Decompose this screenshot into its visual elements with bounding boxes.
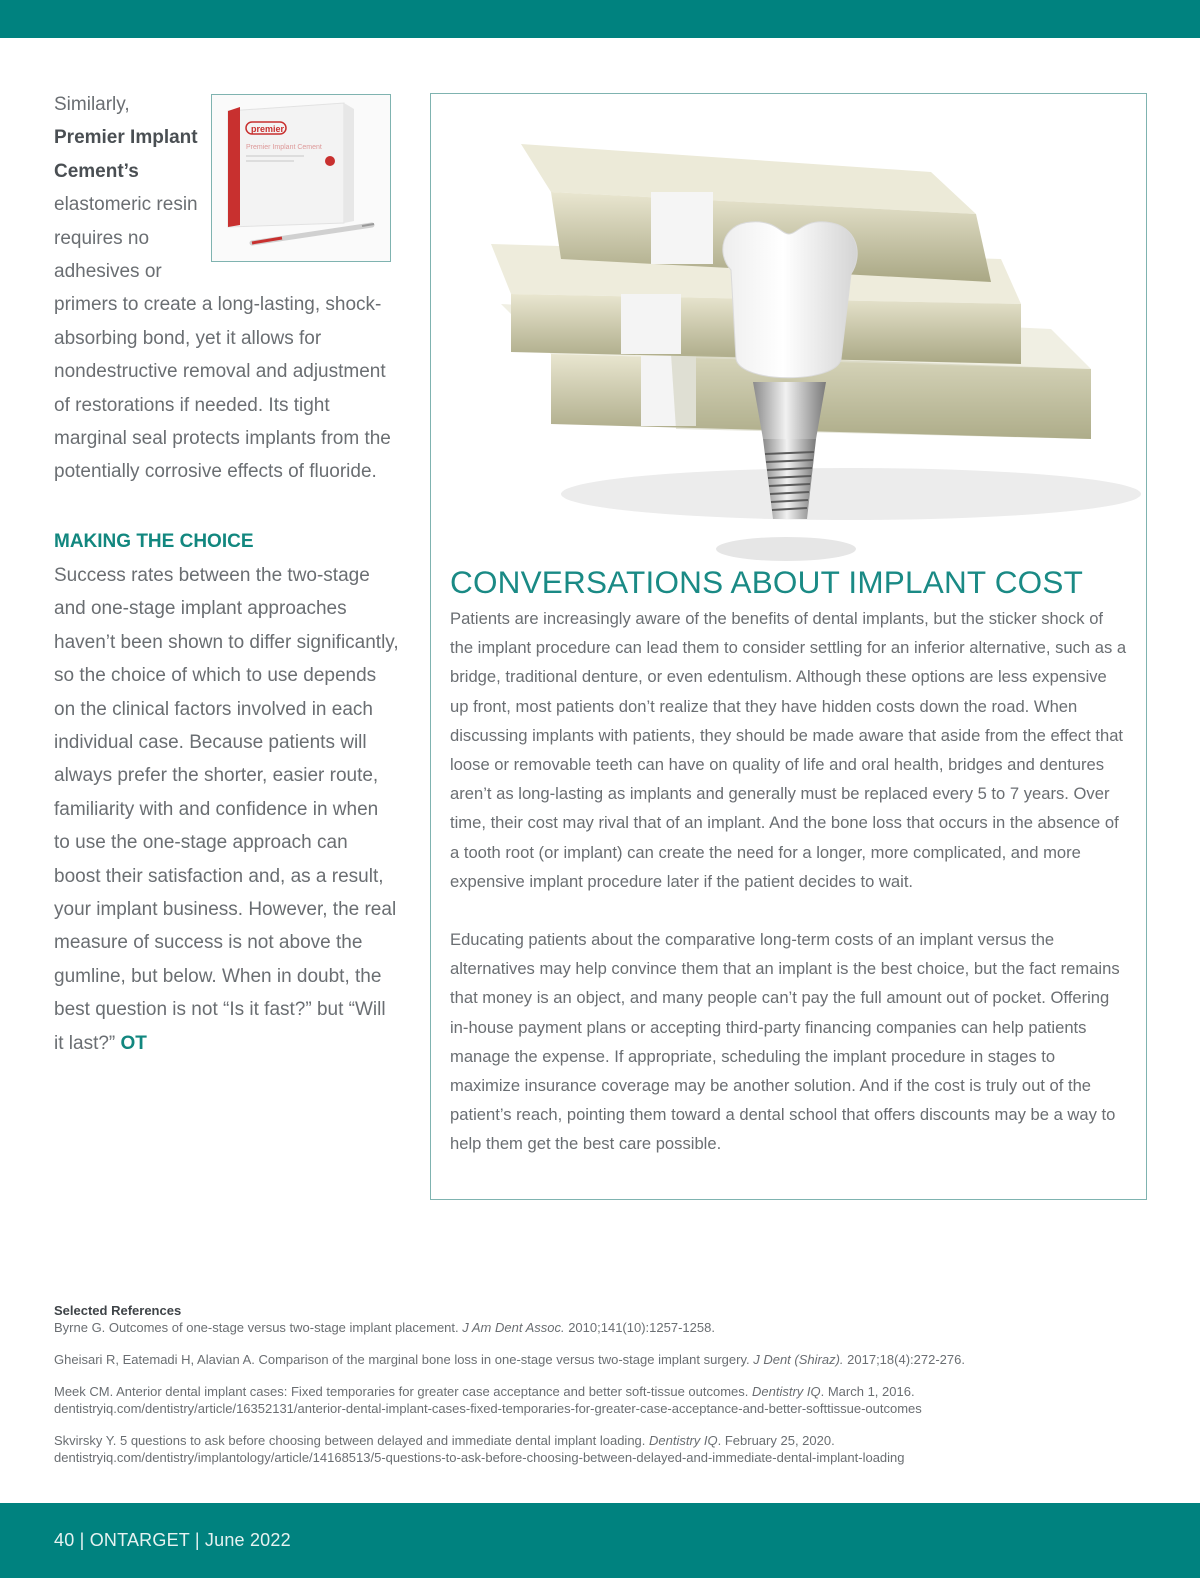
section-text: Success rates between the two-stage and one-stage implant approaches haven’t been shown to differ significantly, so the choice of which to use depends on the clinical factors involved in each individual case. Because patients will always prefer the shorter, easier route, familiarity with and confidence in when to use the one-stage approach can boost their satisfaction and, as a result, your implant business. However, the real measure of success is not above the gumline, but below. When in doubt, the best question is not “Is it fast?” but “Will it last?” [54, 564, 399, 1054]
top-color-bar [0, 0, 1200, 38]
intro-prefix: Similarly, [54, 94, 130, 115]
product-name-text: Premier Implant Cement [246, 144, 322, 151]
reference-3 [54, 1383, 1164, 1417]
reference-1-text: Byrne G. Outcomes of one-stage versus two-stage implant placement. [54, 1320, 463, 1335]
end-mark: OT [120, 1032, 147, 1054]
reference-2 [54, 1351, 1164, 1368]
product-brand-text: premier [251, 124, 285, 134]
money-and-implant-illustration [431, 94, 1145, 564]
left-column [54, 88, 399, 1060]
sidebar-box [430, 93, 1147, 1200]
references-heading: Selected References [54, 1303, 182, 1318]
sidebar-title: CONVERSATIONS ABOUT IMPLANT COST [450, 564, 1084, 600]
reference-1-cite: 2010;141(10):1257-1258. [564, 1320, 715, 1335]
reference-1 [54, 1319, 1164, 1336]
hero-image [431, 94, 1145, 564]
section-heading: MAKING THE CHOICE [54, 530, 254, 552]
sidebar-paragraph-1: Patients are increasingly aware of the benefits of dental implants, but the sticker shock of the implant procedure can lead them to consider settling for an inferior alternative, such as a bridge, traditional denture, or even edentulism. Although these options are less expensive up front, most patients don’t realize that they have hidden costs down the road. When discussing implants with patients, they should be made aware that aside from the effect that loose or removable teeth can have on quality of life and oral health, bridges and dentures aren’t as long-lasting as implants and generally must be replaced every 5 to 7 years. Over time, their cost may rival that of an implant. And the bone loss that occurs in the absence of a tooth root (or implant) can create the need for a longer, more complicated, and more expensive implant procedure later if the patient decides to wait. [450, 609, 1127, 891]
reference-3-journal: Dentistry IQ [752, 1384, 821, 1399]
section-paragraph [54, 559, 399, 1060]
reference-2-text: Gheisari R, Eatemadi H, Alavian A. Comparison of the marginal bone loss in one-stage versus two-stage implant surgery. [54, 1352, 754, 1367]
reference-2-cite: 2017;18(4):272-276. [843, 1352, 965, 1367]
reference-4-journal: Dentistry IQ [649, 1433, 718, 1448]
references-section [54, 1302, 1164, 1481]
reference-3-cite: . March 1, 2016. dentistryiq.com/dentistry/article/16352131/anterior-dental-implant-cases-fixed-temporaries-for-greater-case-acceptance-and-better-softtissue-outcomes [54, 1384, 922, 1416]
reference-4-cite: . February 25, 2020. dentistryiq.com/dentistry/implantology/article/14168513/5-questions-to-ask-before-choosing-between-delayed-and-immediate-dental-implant-loading [54, 1433, 905, 1465]
reference-2-journal: J Dent (Shiraz). [753, 1352, 844, 1367]
sidebar-paragraph-2: Educating patients about the comparative long-term costs of an implant versus the alternatives may help convince them that an implant is the best choice, but the fact remains that money is an object, and many people can’t pay the full amount out of pocket. Offering in-house payment plans or accepting third-party financing companies can help patients manage the expense. If appropriate, scheduling the implant procedure in stages to maximize insurance coverage may be another solution. And if the cost is truly out of the patient’s reach, pointing them toward a dental school that offers discounts may be a way to help them get the best care possible. [450, 930, 1120, 1154]
intro-text: elastomeric resin requires no adhesives or primers to create a long-lasting, shock-absorbing bond, yet it allows for nondestructive removal and adjustment of restorations if needed. Its tight marginal seal protects implants from the potentially corrosive effects of fluoride. [54, 194, 391, 483]
product-name-bold: Premier Implant Cement’s [54, 127, 198, 182]
footer-page-info: 40 | ONTARGET | June 2022 [54, 1530, 291, 1550]
reference-4-text: Skvirsky Y. 5 questions to ask before choosing between delayed and immediate dental implant loading. [54, 1433, 649, 1448]
reference-1-journal: J Am Dent Assoc. [462, 1320, 565, 1335]
product-box-illustration [212, 95, 390, 261]
reference-4 [54, 1432, 1164, 1466]
reference-3-text: Meek CM. Anterior dental implant cases: Fixed temporaries for greater case acceptance and better soft-tissue outcomes. [54, 1384, 752, 1399]
product-image [211, 94, 391, 262]
sidebar-body [450, 604, 1128, 1159]
